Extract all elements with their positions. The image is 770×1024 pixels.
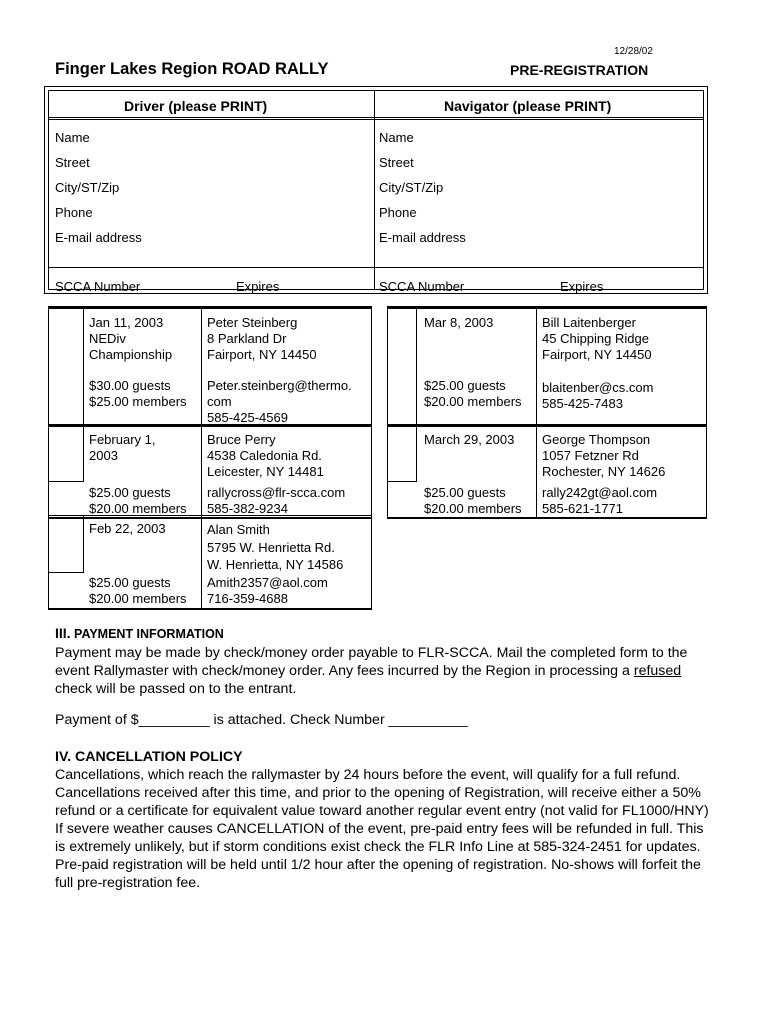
driver-header: Driver (please PRINT) [124,98,268,114]
navigator-phone-field[interactable]: Phone [379,205,417,220]
form-date: 12/28/02 [614,46,653,57]
cancellation-section [55,748,715,892]
driver-city-field[interactable]: City/ST/Zip [55,180,120,195]
navigator-street-field[interactable]: Street [379,155,414,170]
registration-table [44,86,708,294]
event-contact: Bruce Perry 4538 Caledonia Rd. Leicester, NY 14481 [207,432,324,479]
page-title: Finger Lakes Region ROAD RALLY [55,60,329,78]
navigator-header: Navigator (please PRINT) [444,98,612,114]
event-date: February 1, 2003 [89,432,156,463]
event-email: rallycross@flr-scca.com 585-382-9234 [207,485,346,516]
event-date: Feb 22, 2003 [89,521,166,536]
navigator-city-field[interactable]: City/ST/Zip [379,180,444,195]
event-date: Jan 11, 2003 NEDiv Championship [89,315,173,362]
payment-heading-num: III. [55,625,71,641]
event-checkbox-mar29[interactable] [388,427,417,482]
event-checkbox-mar8[interactable] [388,309,417,425]
event-fees: $30.00 guests $25.00 members [89,378,187,409]
navigator-expires-field[interactable]: Expires [560,279,604,294]
event-contact: Bill Laitenberger 45 Chipping Ridge Fairport, NY 14450 [542,315,652,362]
driver-scca-field[interactable]: SCCA Number [55,279,141,294]
driver-phone-field[interactable]: Phone [55,205,93,220]
event-checkbox-feb1[interactable] [49,427,84,482]
navigator-email-field[interactable]: E-mail address [379,230,466,245]
event-fees: $25.00 guests $20.00 members [89,575,187,606]
event-email: Amith2357@aol.com 716-359-4688 [207,575,328,606]
event-fees: $25.00 guests $20.00 members [424,485,522,516]
event-checkbox-jan11[interactable] [49,309,84,425]
event-box-jan11 [48,306,372,427]
payment-text: Payment may be made by check/money order payable to FLR-SCCA. Mail the completed form to the event Rallymaster with check/money order. Any fees incurred by the Region in processing a refused check will be passed on to the entrant. [55,645,688,697]
event-contact: George Thompson 1057 Fetzner Rd Rochester, NY 14626 [542,432,666,479]
payment-heading: PAYMENT INFORMATION [74,627,224,641]
driver-name-field[interactable]: Name [55,130,90,145]
event-fees: $25.00 guests $20.00 members [424,378,522,409]
cancellation-heading: IV. CANCELLATION POLICY [55,749,243,765]
event-checkbox-feb22[interactable] [49,516,84,573]
event-date: March 29, 2003 [424,432,515,447]
event-box-feb1 [48,424,372,519]
cancellation-p1: Cancellations, which reach the rallymaster by 24 hours before the event, will qualify for a full refund. Cancellations received after this time, and prior to the opening of Registration, will receive either a 50% refund or a certificate for equivalent value toward another regular event entry (not valid for FL1000/HNY) [55,767,709,819]
payment-section [55,624,715,729]
event-fees: $25.00 guests $20.00 members [89,485,187,516]
navigator-scca-field[interactable]: SCCA Number [379,279,465,294]
payment-line[interactable]: Payment of $_________ is attached. Check Number __________ [55,712,468,728]
event-date: Mar 8, 2003 [424,315,494,330]
event-email: blaitenber@cs.com 585-425-7483 [542,380,654,411]
pre-registration-label: PRE-REGISTRATION [510,62,649,78]
driver-email-field[interactable]: E-mail address [55,230,142,245]
refused-word: refused [633,663,682,679]
event-email: Peter.steinberg@thermo. com 585-425-4569 [207,378,352,425]
event-contact: Alan Smith 5795 W. Henrietta Rd. W. Henrietta, NY 14586 [207,522,344,572]
event-box-feb22 [48,515,372,610]
event-email: rally242gt@aol.com 585-621-1771 [542,485,658,516]
navigator-name-field[interactable]: Name [379,130,414,145]
driver-expires-field[interactable]: Expires [236,279,280,294]
cancellation-p3: Pre-paid registration will be held until 1/2 hour after the opening of registration. No-shows will forfeit the full pre-registration fee. [55,857,701,891]
cancellation-p2: If severe weather causes CANCELLATION of the event, pre-paid entry fees will be refunded in full. This is extremely unlikely, but if storm conditions exist check the FLR Info Line at 585-324-2451 for updates. [55,821,704,855]
driver-street-field[interactable]: Street [55,155,90,170]
event-contact: Peter Steinberg 8 Parkland Dr Fairport, NY 14450 [207,315,317,362]
event-box-mar8 [387,306,707,427]
event-box-mar29 [387,424,707,519]
